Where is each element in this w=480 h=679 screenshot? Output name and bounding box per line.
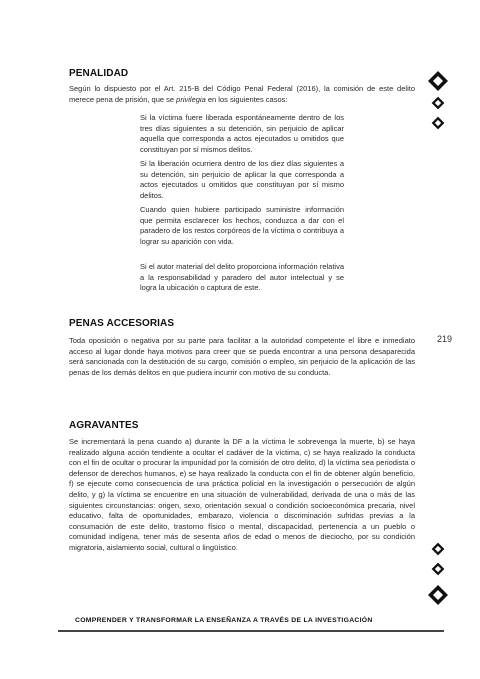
diamond-ornament-icon [431, 562, 445, 576]
section-heading-agravantes: AGRAVANTES [69, 420, 139, 431]
section-heading-penas-accesorias: PENAS ACCESORIAS [69, 318, 175, 329]
penalidad-case-3: Cuando quien hubiere participado suministre información que permita esclarecer los hechos, conduzca a dar con el paradero de los restos corpóreos de la víctima o contribuya a lograr su aparición con vida. [140, 205, 344, 246]
penalidad-intro-text: Según lo dispuesto por el Art. 215-B del Código Penal Federal (2016), la comisión de este delito merece pena de prisión, que se [69, 84, 415, 104]
diamond-ornament-icon [427, 70, 449, 92]
penalidad-case-1: Si la víctima fuere liberada espontáneamente dentro de los tres días siguientes a su detención, sin perjuicio de aplicar aquella que corresponda a actos ejecutados u omitidos que constituyan por sí mismos delitos. [140, 113, 344, 154]
penalidad-intro-emphasis: privilegia [176, 94, 206, 104]
page-number: 219 [437, 334, 453, 344]
penas-accesorias-text: Toda oposición o negativa por su parte para facilitar a la autoridad competente el libre e inmediato acceso al lugar donde haya motivos para creer que se pueda encontrar a una persona desaparecida será sancionada con la destitución de su cargo, comisión o empleo, sin perjuicio de la aplicación de las penas de los demás delitos en que pudiera incurrir con motivo de su conducta. [69, 336, 415, 377]
diamond-ornament-icon [431, 542, 445, 556]
penalidad-case-2: Si la liberación ocurriera dentro de los diez días siguientes a su detención, sin perjuicio de aplicar la que corresponda a actos ejecutados u omitidos que constituyan por sí mismo delitos. [140, 159, 344, 200]
diamond-ornament-icon [431, 116, 445, 130]
diamond-ornament-icon [431, 96, 445, 110]
penalidad-case-4: Si el autor material del delito proporciona información relativa a la responsabilidad y paradero del autor intelectual y se logra la ubicación o captura de este. [140, 262, 344, 293]
agravantes-text: Se incrementará la pena cuando a) durante la DF a la víctima le sobrevenga la muerte, b) se haya realizado alguna acción tendiente a ocultar el cadáver de la víctima, c) se haya realizado la conducta con el fin de ocultar o procurar la impunidad por la comisión de otro delito, d) la víctima sea periodista o defensor de derechos humanos, e) se haya realizado la conducta con el fin de obtener algún beneficio, f) se ejecute como consecuencia de una práctica policial en la investigación o persecución de algún delito, y g) la víctima se encuentre en una situación de vulnerabilidad, derivada de una o más de las siguientes circunstancias: origen, sexo, orientación sexual o condición socioeconómica precaria, nivel educativo, falta de oportunidades, embarazo, violencia o discriminación sufridas previas a la consumación de este delito, trastorno físico o mental, discapacidad, pertenencia a un pueblo o comunidad indígena, tener más de sesenta años de edad o menos de dieciocho, por su condición migratoria, aislamiento social, cultural o lingüístico. [69, 437, 415, 552]
footer-title: COMPRENDER Y TRANSFORMAR LA ENSEÑANZA A TRAVÉS DE LA INVESTIGACIÓN [75, 617, 373, 624]
footer-rule [58, 630, 444, 632]
penalidad-intro-end: en los siguientes casos: [205, 94, 288, 104]
penalidad-intro [69, 84, 415, 105]
section-heading-penalidad: PENALIDAD [69, 68, 129, 79]
diamond-ornament-icon [427, 584, 449, 606]
